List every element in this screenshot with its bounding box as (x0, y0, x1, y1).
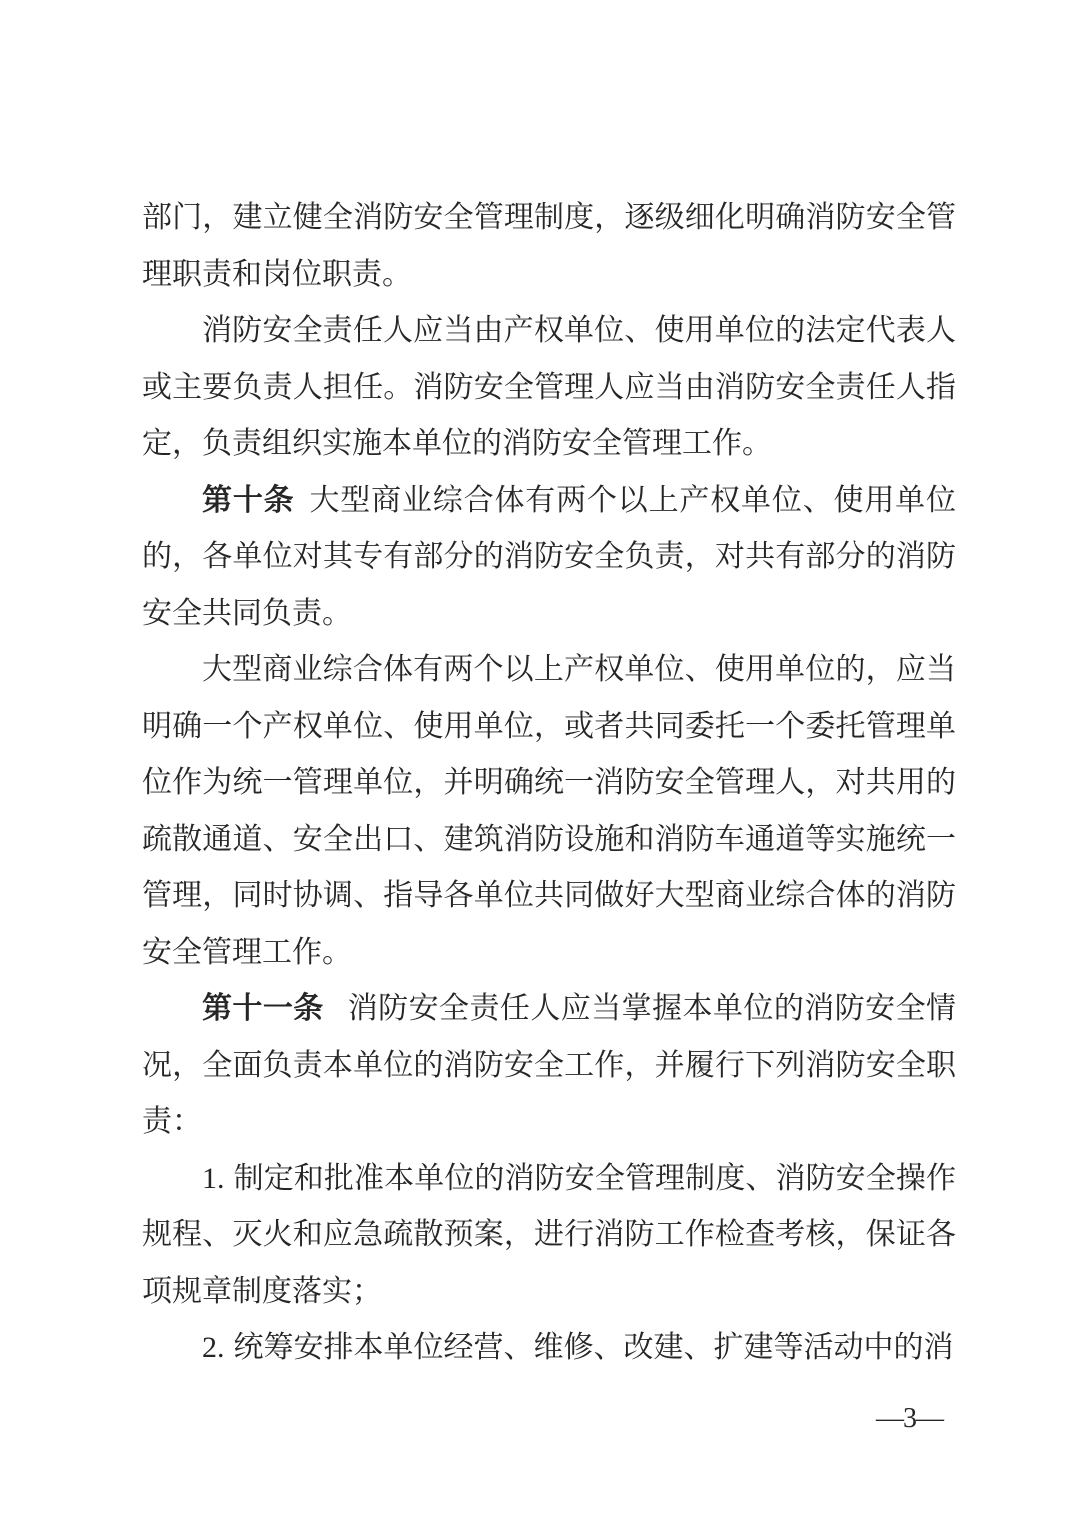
paragraph-text: 大型商业综合体有两个以上产权单位、使用单位的，各单位对其专有部分的消防安全负责，对共有部分的消防安全共同负责。 (142, 483, 957, 630)
paragraph-article-10 (142, 473, 956, 643)
paragraph-text: 部门，建立健全消防安全管理制度，逐级细化明确消防安全管理职责和岗位职责。 (142, 201, 956, 291)
page-number: —3— (876, 1403, 943, 1434)
paragraph-article-11 (142, 981, 956, 1151)
paragraph-text: 大型商业综合体有两个以上产权单位、使用单位的，应当明确一个产权单位、使用单位，或者共同委托一个委托管理单位作为统一管理单位，并明确统一消防安全管理人，对共用的疏散通道、安全出口、建筑消防设施和消防车通道等实施统一管理，同时协调、指导各单位共同做好大型商业综合体的消防安全管理工作。 (142, 653, 956, 969)
paragraph (142, 303, 956, 473)
paragraph-text: 消防安全责任人应当由产权单位、使用单位的法定代表人或主要负责人担任。消防安全管理人应当由消防安全责任人指定，负责组织实施本单位的消防安全管理工作。 (142, 314, 956, 460)
article-number: 第十一条 (202, 992, 324, 1025)
paragraph-list-item-2 (142, 1320, 956, 1377)
paragraph (142, 642, 956, 981)
paragraph (142, 190, 956, 303)
article-number: 第十条 (202, 483, 295, 517)
paragraph-text: 制定和批准本单位的消防安全管理制度、消防安全操作规程、灭火和应急疏散预案，进行消防工作检查考核，保证各项规章制度落实； (142, 1161, 956, 1308)
list-item-number: 1. (202, 1161, 225, 1195)
paragraph-text: 消防安全责任人应当掌握本单位的消防安全情况，全面负责本单位的消防安全工作，并履行下列消防安全职责： (142, 992, 957, 1138)
document-body (142, 190, 956, 1377)
paragraph-text: 统筹安排本单位经营、维修、改建、扩建等活动中的消 (233, 1331, 954, 1364)
paragraph-list-item-1 (142, 1151, 956, 1321)
list-item-number: 2. (202, 1331, 225, 1364)
